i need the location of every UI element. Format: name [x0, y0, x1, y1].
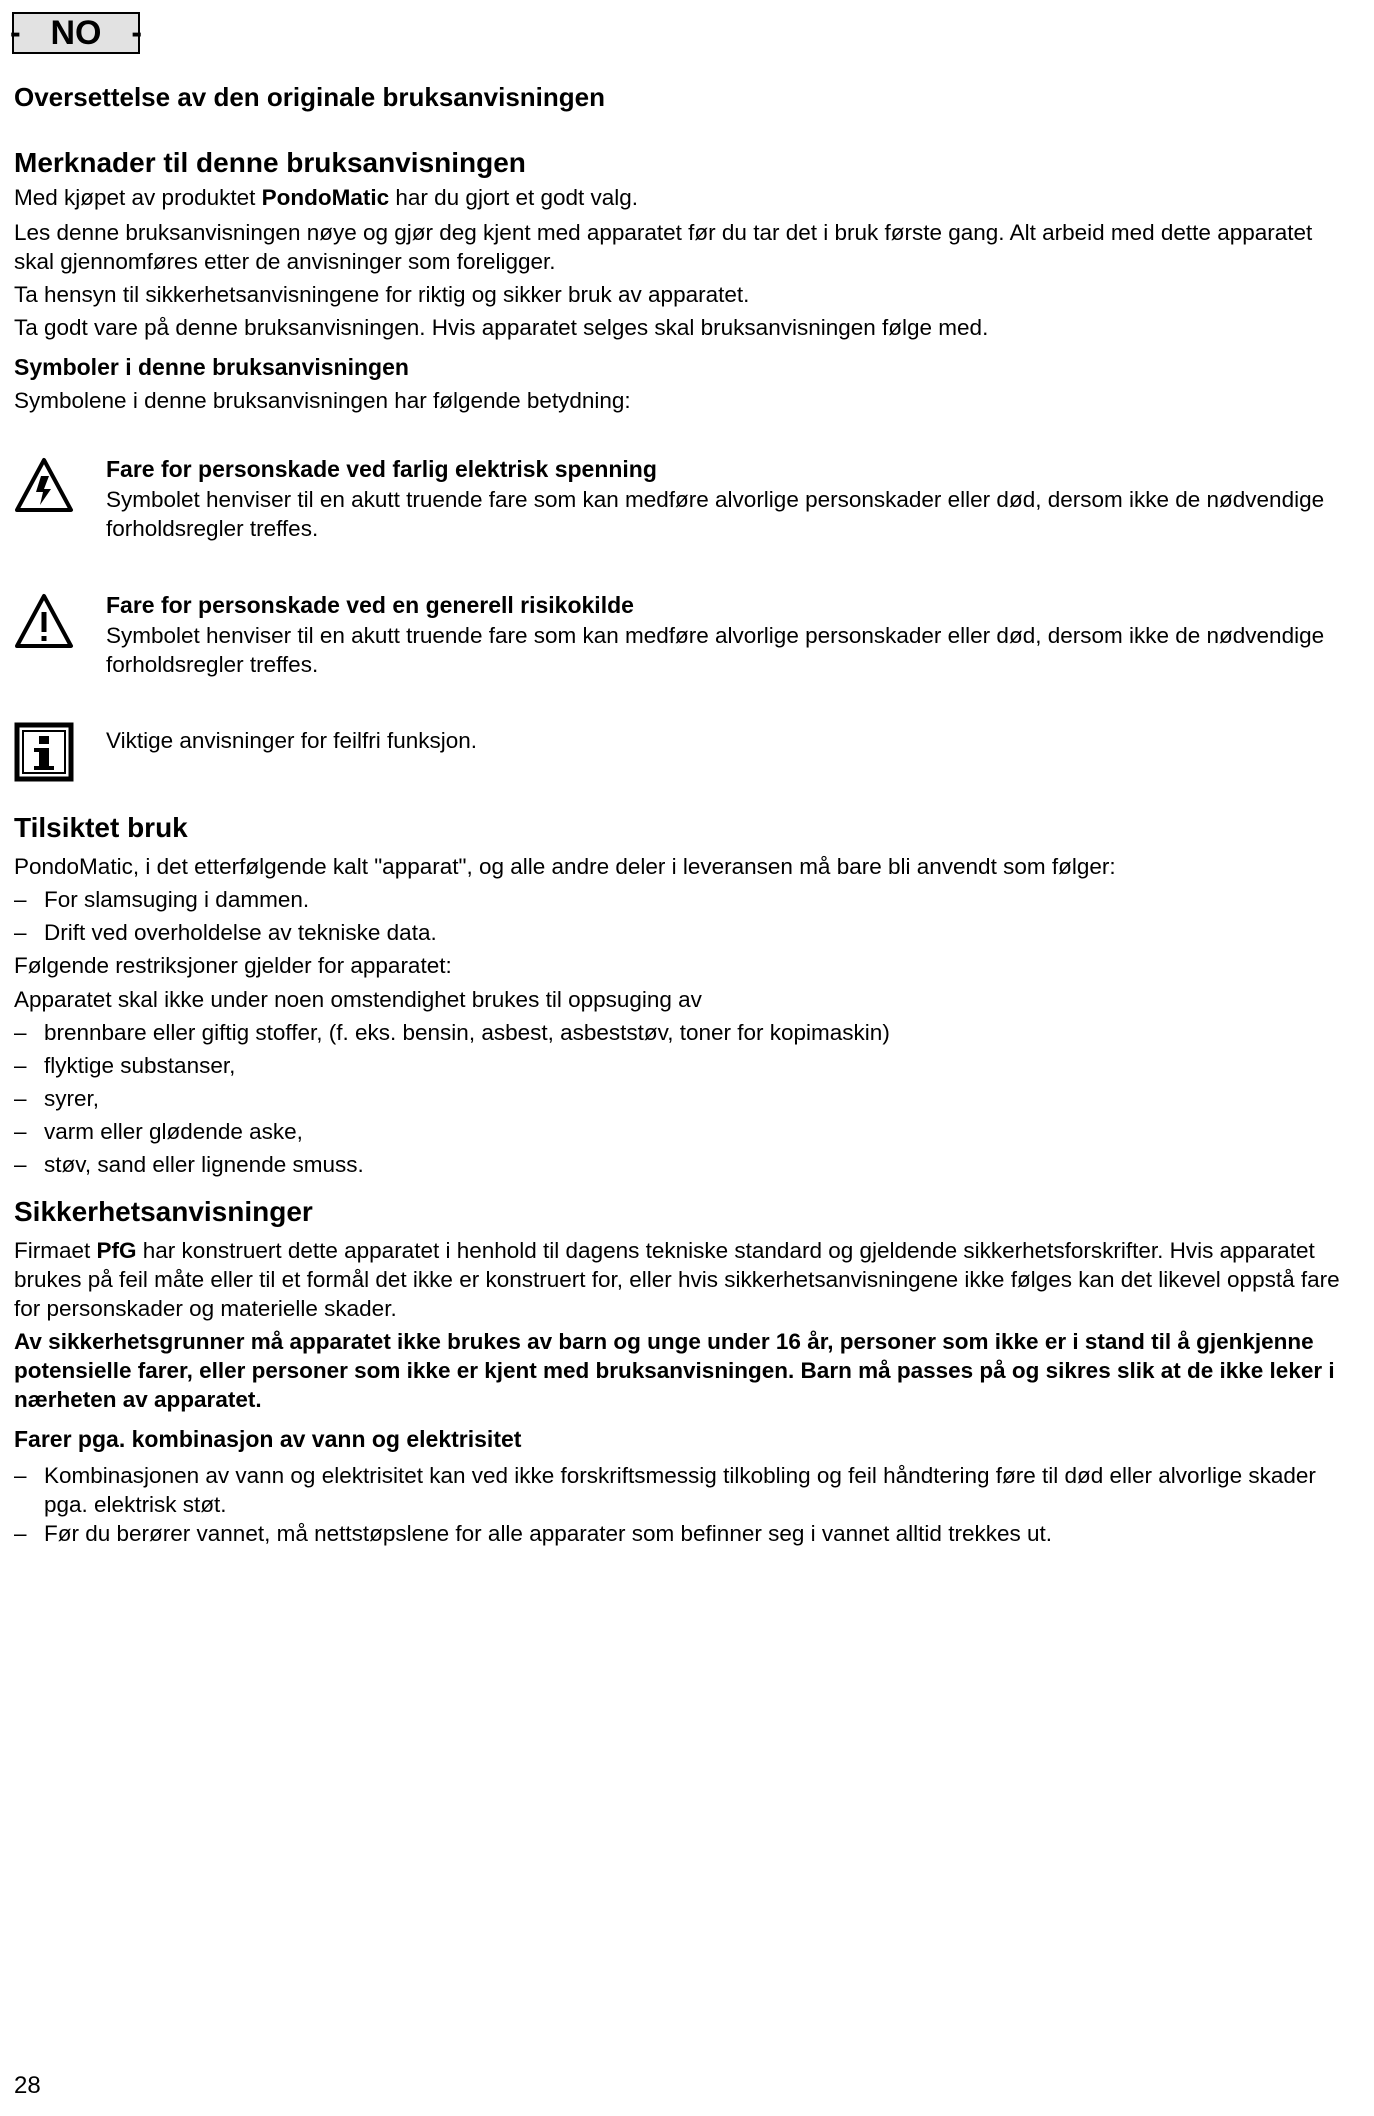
symbol-general-title: Fare for personskade ved en generell risikokilde — [106, 592, 634, 618]
list-item: – syrer, — [14, 1082, 1358, 1115]
symbol-info-text: Viktige anvisninger for feilfri funksjon. — [106, 728, 478, 753]
notes-paragraph-2: Les denne bruksanvisningen nøye og gjør deg kjent med apparatet før du tar det i bruk første gang. Alt arbeid med dette apparatet skal gjennomføres etter de anvisninger som foreligger. — [14, 220, 1313, 274]
hazards-heading: Farer pga. kombinasjon av vann og elektrisitet — [14, 1426, 522, 1452]
electric-warning-icon — [14, 456, 74, 516]
safety-paragraph-2: Av sikkerhetsgrunner må apparatet ikke brukes av barn og unge under 16 år, personer som ikke er i stand til å gjenkjenne potensielle farer, eller personer som ikke er kjent med bruksanvisningen. Barn må passes på og sikres slik at de ikke leker i nærheten av apparatet. — [14, 1329, 1335, 1412]
symbol-general-text: Symbolet henviser til en akutt truende fare som kan medføre alvorlige personskader eller død, dersom ikke de nødvendige forholdsregler treffes. — [106, 623, 1325, 677]
symbol-row-general — [14, 592, 1360, 682]
page-number: 28 — [14, 2072, 41, 2099]
notes-line-1-post: har du gjort et godt valg. — [389, 185, 639, 210]
safety-p1-pre: Firmaet — [14, 1238, 97, 1263]
hazards-list — [14, 1461, 1334, 1548]
safety-paragraph-1 — [14, 1236, 1358, 1323]
general-warning-icon — [14, 592, 74, 652]
restricted-substances-list — [14, 1016, 1358, 1181]
notes-line-1 — [14, 183, 1358, 212]
language-code: NO — [50, 14, 102, 52]
document-title: Oversettelse av den originale bruksanvisningen — [14, 82, 605, 112]
symbol-electric-title: Fare for personskade ved farlig elektrisk spenning — [106, 456, 657, 482]
symbols-intro: Symbolene i denne bruksanvisningen har følgende betydning: — [14, 388, 631, 413]
symbol-row-electric — [14, 456, 1360, 546]
list-item: – For slamsuging i dammen. — [14, 883, 1358, 916]
badge-dash-left: - — [10, 14, 21, 50]
notes-paragraph-4: Ta godt vare på denne bruksanvisningen. Hvis apparatet selges skal bruksanvisningen følge med. — [14, 315, 989, 340]
symbol-row-info — [14, 726, 1360, 788]
intended-use-intro: PondoMatic, i det etterfølgende kalt "apparat", og alle andre deler i leveransen må bare bli anvendt som følger: — [14, 854, 1116, 879]
restrictions-intro: Følgende restriksjoner gjelder for apparatet: — [14, 953, 452, 978]
safety-p1-post: har konstruert dette apparatet i henhold til dagens tekniske standard og gjeldende sikkerhetsforskrifter. Hvis apparatet brukes på feil måte eller til et formål det ikke er konstruert for, eller hvis sikkerhetsanvisningene ikke følges kan det likevel oppstå fare for personskader og materielle skader. — [14, 1238, 1340, 1321]
info-icon — [14, 722, 74, 782]
list-item: – Kombinasjonen av vann og elektrisitet kan ved ikke forskriftsmessig tilkobling og feil håndtering føre til død eller alvorlige skader pga. elektrisk støt. — [14, 1461, 1334, 1519]
notes-line-1-pre: Med kjøpet av produktet — [14, 185, 262, 210]
list-item: – brennbare eller giftig stoffer, (f. eks. bensin, asbest, asbeststøv, toner for kopimaskin) — [14, 1016, 1358, 1049]
safety-heading: Sikkerhetsanvisninger — [14, 1196, 313, 1227]
language-badge — [12, 12, 140, 54]
intended-use-heading: Tilsiktet bruk — [14, 812, 188, 843]
badge-dash-right: - — [131, 14, 142, 50]
notes-heading: Merknader til denne bruksanvisningen — [14, 147, 526, 178]
product-name: PondoMatic — [261, 185, 390, 210]
list-item: – varm eller glødende aske, — [14, 1115, 1358, 1148]
uses-list — [14, 883, 1358, 949]
list-item: – flyktige substanser, — [14, 1049, 1358, 1082]
symbol-electric-text: Symbolet henviser til en akutt truende fare som kan medføre alvorlige personskader eller død, dersom ikke de nødvendige forholdsregler treffes. — [106, 487, 1325, 541]
notes-paragraph-3: Ta hensyn til sikkerhetsanvisningene for riktig og sikker bruk av apparatet. — [14, 282, 750, 307]
company-name: PfG — [96, 1238, 137, 1263]
list-item: – støv, sand eller lignende smuss. — [14, 1148, 1358, 1181]
list-item: – Drift ved overholdelse av tekniske data. — [14, 916, 1358, 949]
never-intro: Apparatet skal ikke under noen omstendighet brukes til oppsuging av — [14, 987, 702, 1012]
list-item: – Før du berører vannet, må nettstøpslene for alle apparater som befinner seg i vannet alltid trekkes ut. — [14, 1519, 1334, 1548]
symbols-heading: Symboler i denne bruksanvisningen — [14, 354, 409, 380]
